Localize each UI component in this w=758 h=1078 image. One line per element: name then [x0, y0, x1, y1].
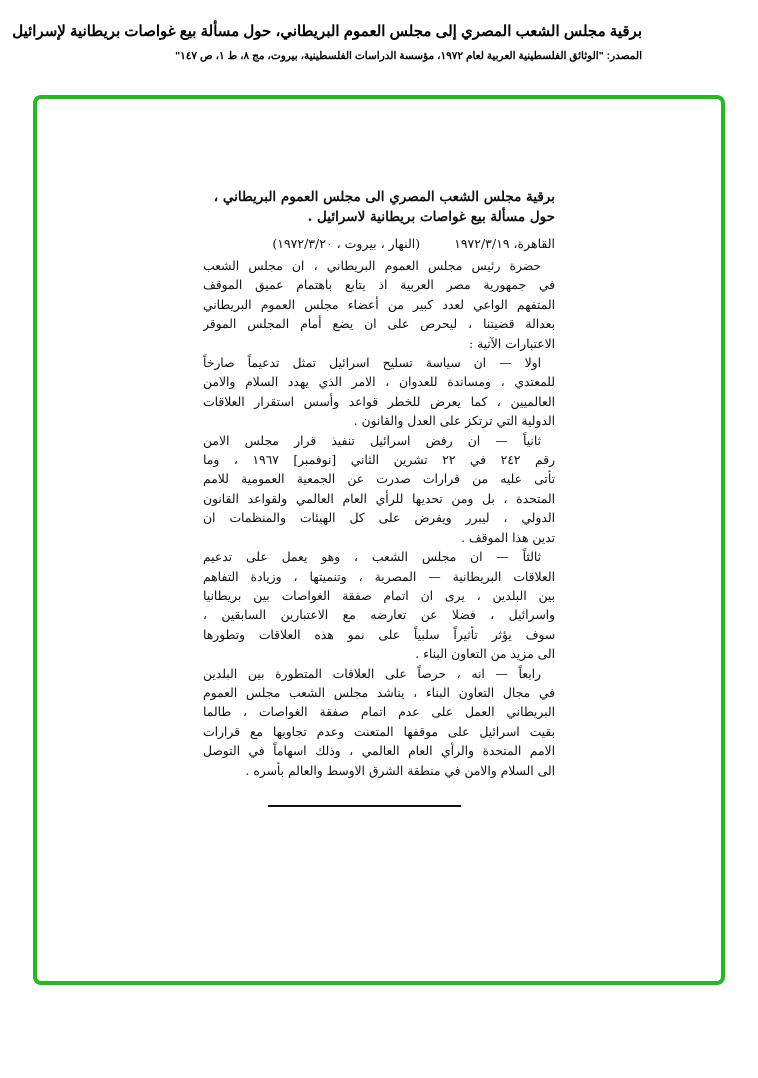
paragraph-line: بعدالة قضيتنا ، ليحرص على ان يضع أمام المجلس الموقر: [203, 317, 555, 332]
paragraph-line: تدين هذا الموقف .: [461, 530, 555, 545]
source-citation: المصدر: "الوثائق الفلسطينية العربية لعام ١٩٧٢، مؤسسة الدراسات الفلسطينية، بيروت، مج ٨، ط ١، ص ١٤٧": [175, 50, 642, 62]
paragraph-line: رقم ٢٤٢ في ٢٢ تشرين الثاني [نوفمبر] ١٩٦٧ ، وما: [203, 453, 555, 468]
paragraph-line: المتفهم الواعي لعدد كبير من أعضاء مجلس العموم البريطاني: [203, 297, 555, 312]
dateline: [203, 236, 555, 251]
scanned-document: [203, 187, 555, 781]
paragraph-line: تأتى عليه من قرارات صدرت عن الجمعية العمومية للامم: [203, 472, 555, 487]
paragraph-line: حضرة رئيس مجلس العموم البريطاني ، ان مجلس الشعب: [203, 259, 541, 273]
paragraph-line: الامم المتحدة والرأي العام العالمي ، وذلك اسهاماً في التوصل: [203, 744, 555, 759]
paragraph-line: واسرائيل ، فضلا عن تعارضه مع الاعتبارين السابقين ،: [203, 608, 555, 623]
end-rule: [268, 805, 461, 807]
paragraph-line: بقيت اسرائيل على موقفها المتعنت وعدم تجاوبها مع قرارات: [203, 724, 555, 739]
document-body: [203, 257, 555, 781]
paragraph-line: الاعتبارات الآتية :: [469, 336, 555, 351]
paragraph: [203, 257, 555, 354]
paragraph-line: في جمهورية مصر العربية اذ يتابع باهتمام عميق الموقف: [203, 278, 555, 293]
paragraph-line: الدولي ، ليبرر ويفرض على كل الهيئات والمنظمات ان: [203, 511, 555, 526]
paragraph: [203, 665, 555, 781]
paragraph-line: للمعتدي ، ومساندة للعدوان ، الامر الذي يهدد السلام والامن: [203, 375, 555, 390]
paragraph: [203, 548, 555, 664]
place-date: القاهرة، ١٩٧٢/٣/١٩: [454, 236, 555, 251]
paragraph-line: الى مزيد من التعاون البناء .: [415, 647, 555, 662]
document-title-line: برقية مجلس الشعب المصري الى مجلس العموم البريطاني ،: [213, 189, 555, 205]
publication-citation: (النهار ، بيروت ، ١٩٧٢/٣/٢٠): [272, 236, 421, 251]
page-heading: برقية مجلس الشعب المصري إلى مجلس العموم البريطاني، حول مسألة بيع غواصات بريطانية لإسرائيل: [12, 23, 642, 40]
paragraph-line: العلاقات البريطانية — المصرية ، وتنميتها ، وزيادة التفاهم: [203, 569, 555, 584]
paragraph: [203, 354, 555, 432]
paragraph-line: اولا — ان سياسة تسليح اسرائيل تمثل تدعيماً صارخاً: [203, 356, 541, 371]
paragraph-line: الى السلام والامن في منطقة الشرق الاوسط والعالم بأسره .: [245, 763, 555, 778]
paragraph-line: البريطاني العمل على عدم اتمام صفقة الغواصات ، طالما: [203, 705, 555, 720]
document-title-line: حول مسألة بيع غواصات بريطانية لاسرائيل .: [307, 209, 555, 225]
paragraph-line: الدولية التي ترتكز على العدل والقانون .: [353, 414, 555, 429]
paragraph-line: رابعاً — انه ، حرصاً على العلاقات المتطورة بين البلدين: [203, 666, 541, 681]
paragraph-line: سوف يؤثر تأثيراً سلبياً على نمو هذه العلاقات وتطورها: [203, 627, 555, 642]
paragraph: [203, 432, 555, 548]
paragraph-line: في مجال التعاون البناء ، يناشد مجلس الشعب مجلس العموم: [203, 685, 555, 700]
paragraph-line: المتحدة ، بل ومن تحديها للرأي العام العالمي ولقواعد القانون: [203, 491, 555, 506]
paragraph-line: العالميين ، كما يعرض للخطر قواعد وأسس استقرار العلاقات: [203, 394, 555, 409]
paragraph-line: ثالثاً — ان مجلس الشعب ، وهو يعمل على تدعيم: [203, 550, 541, 565]
paragraph-line: بين البلدين ، يرى ان اتمام صفقة الغواصات بين بريطانيا: [203, 588, 555, 603]
paragraph-line: ثانياً — ان رفض اسرائيل تنفيذ قرار مجلس الامن: [203, 433, 541, 448]
